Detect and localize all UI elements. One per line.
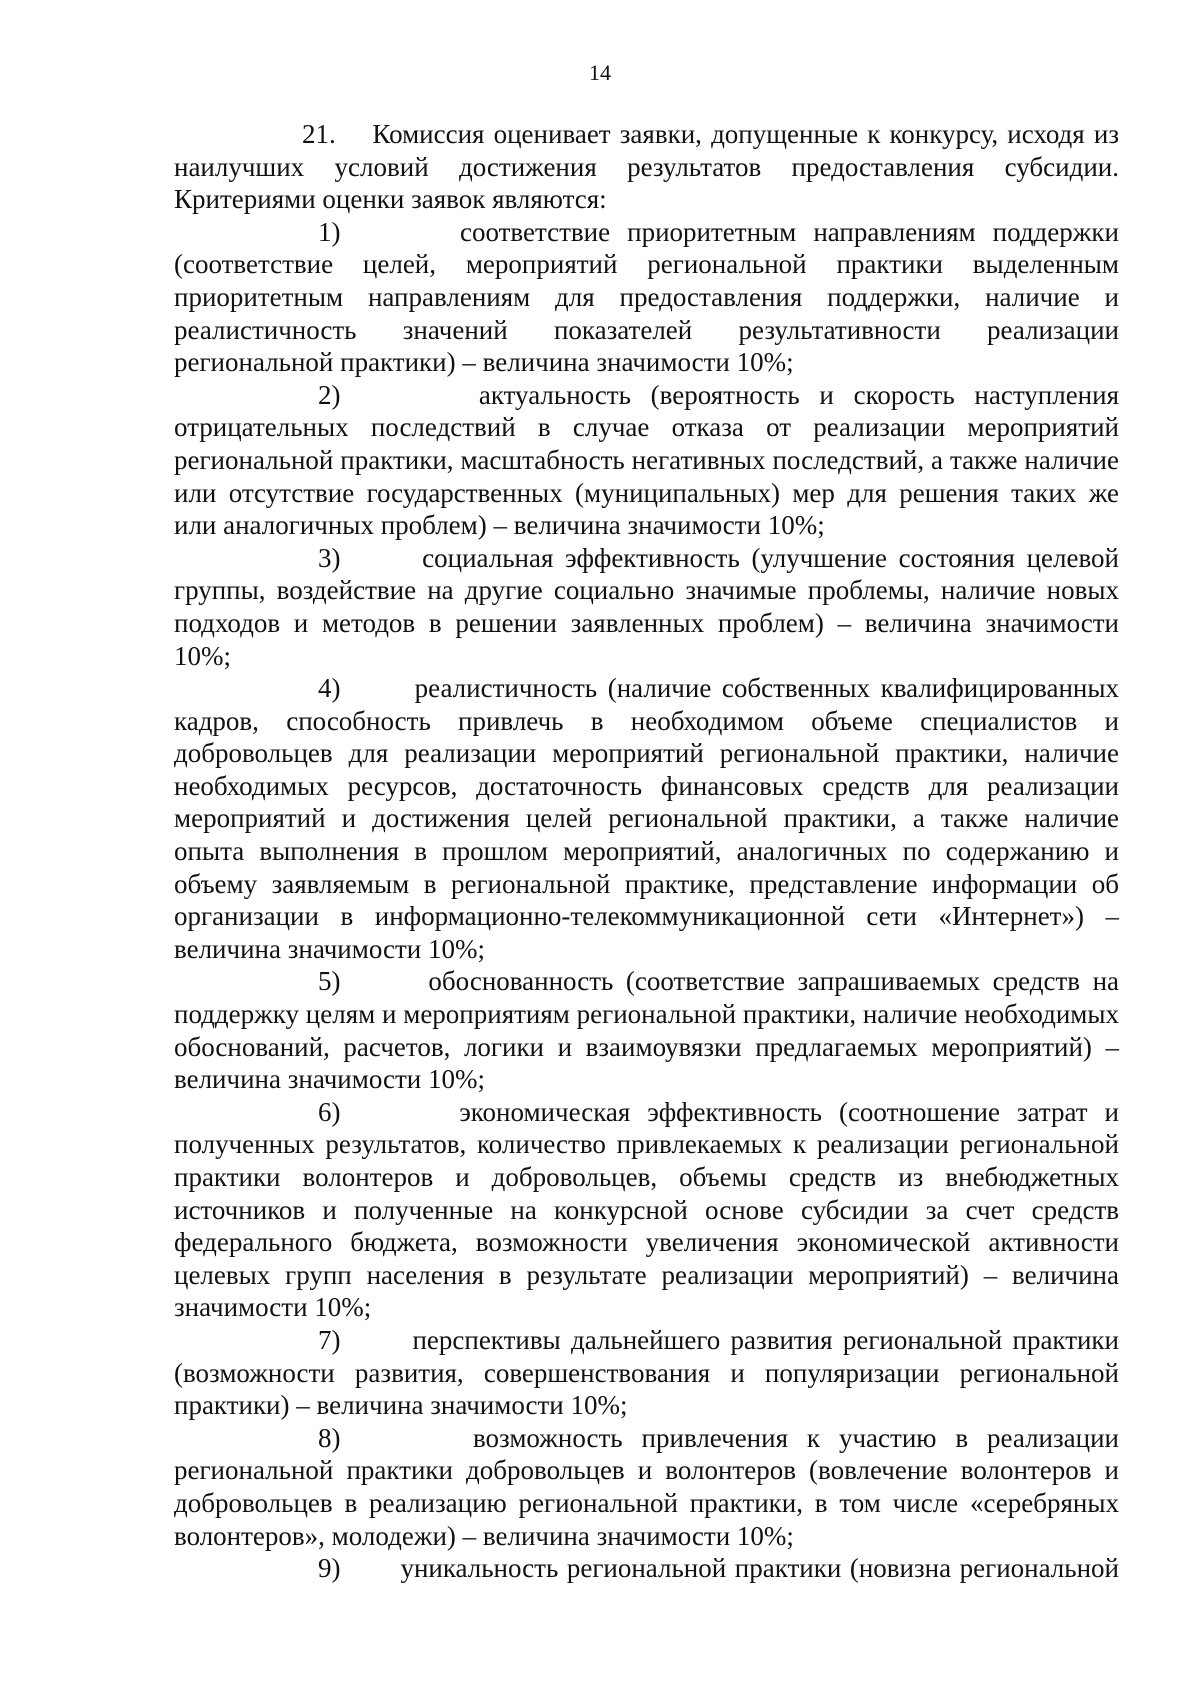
criterion-text: реалистичность (наличие собственных квалифицированных кадров, способность привлечь в необходимом объеме специалистов и добровольцев для реализации мероприятий региональной практики, наличие необходимых ресурсов, достаточность финансовых средств для реализации мероприятий и достижения целей региональной практики, а также наличие опыта выполнения в прошлом мероприятий, аналогичных по содержанию и объему заявляемым в региональной практике, представление информации об организации в информационно-телекоммуникационной сети «Интернет») – величина значимости 10%; [174,673,1120,964]
criterion-text: актуальность (вероятность и скорость наступления отрицательных последствий в случае отказа от реализации мероприятий региональной практики, масштабность негативных последствий, а также наличие или отсутствие государственных (муниципальных) мер для решения таких же или аналогичных проблем) – величина значимости 10%; [174,379,1119,541]
criterion-text: возможность привлечения к участию в реализации региональной практики добровольцев и волонтеров (вовлечение волонтеров и добровольцев в реализацию региональной практики, в том числе «серебряных волонтеров», молодежи) – величина значимости 10%; [174,1422,1119,1551]
criterion-number: 9) [318,1553,341,1584]
document-body [174,118,1119,1585]
criterion-8 [174,1422,1119,1552]
paragraph-21 [174,118,1119,216]
criterion-6 [174,1096,1119,1324]
criterion-2 [174,379,1119,542]
criterion-text: социальная эффективность (улучшение состояния целевой группы, воздействие на другие социально значимые проблемы, наличие новых подходов и методов в решении заявленных проблем) – величина значимости 10%; [174,542,1119,671]
criterion-text: перспективы дальнейшего развития региональной практики (возможности развития, совершенствования и популяризации региональной практики) – величина значимости 10%; [174,1324,1120,1421]
criterion-number: 8) [318,1422,341,1453]
criterion-number: 4) [318,673,341,704]
criterion-9 [174,1552,1119,1585]
paragraph-number: 21. [302,119,336,149]
criterion-number: 1) [318,216,341,247]
criterion-text: соответствие приоритетным направлениям поддержки (соответствие целей, мероприятий региональной практики выделенным приоритетным направлениям для предоставления поддержки, наличие и реалистичность значений показателей результативности реализации региональной практики) – величина значимости 10%; [174,216,1120,378]
criterion-number: 2) [318,379,341,410]
page-number: 14 [589,60,611,85]
criterion-5 [174,965,1119,1095]
criterion-number: 7) [318,1324,341,1355]
paragraph-text: Комиссия оценивает заявки, допущенные к конкурсу, исходя из наилучших условий достижения результатов предоставления субсидии. Критериями оценки заявок являются: [174,119,1119,215]
criterion-text: экономическая эффективность (соотношение затрат и полученных результатов, количество привлекаемых к реализации региональной практики волонтеров и добровольцев, объемы средств из внебюджетных источников и полученные на конкурсной основе субсидии за счет средств федерального бюджета, возможности увеличения экономической активности целевых групп населения в результате реализации мероприятий) – величина значимости 10%; [174,1096,1120,1323]
criterion-text: уникальность региональной практики (новизна региональной [400,1553,1119,1584]
criterion-number: 6) [318,1096,341,1127]
criterion-4 [174,672,1119,965]
criterion-7 [174,1324,1119,1422]
criterion-3 [174,542,1119,672]
criterion-number: 3) [318,542,341,573]
criterion-number: 5) [318,966,341,997]
criterion-1 [174,216,1119,379]
criterion-text: обоснованность (соответствие запрашиваемых средств на поддержку целям и мероприятиям региональной практики, наличие необходимых обоснований, расчетов, логики и взаимоувязки предлагаемых мероприятий) – величина значимости 10%; [174,966,1120,1095]
